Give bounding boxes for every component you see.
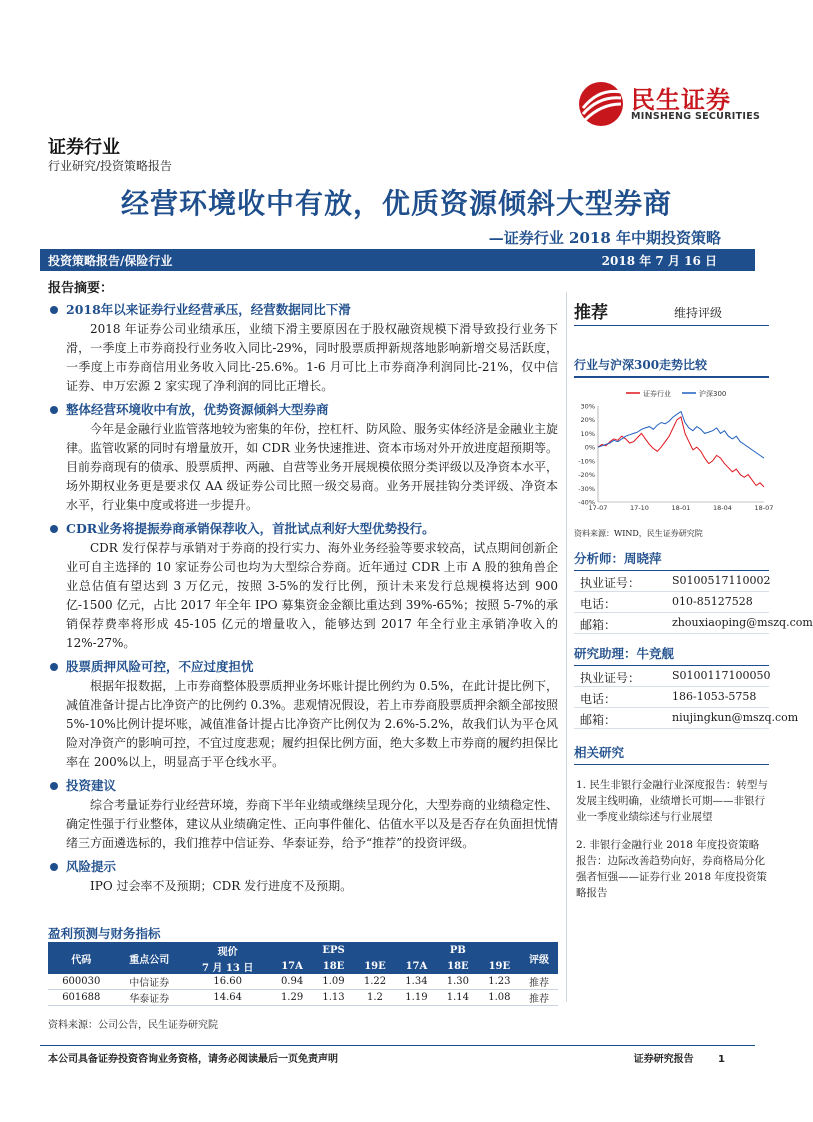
financials-heading: 盈利预测与财务指标 [48, 926, 161, 941]
company-logo [575, 78, 765, 130]
logo-name-en: MINSHENG SECURITIES [631, 111, 761, 122]
related-item[interactable]: 1. 民生非银行金融行业深度报告：转型与发展主线明确，业绩增长可期——非银行业一季度业绩综述与行业展望 [576, 779, 768, 823]
col-price: 现价 [184, 942, 271, 958]
footer-divider [40, 1045, 755, 1046]
page-title: 经营环境收中有放，优质资源倾斜大型券商 [120, 187, 672, 220]
col-eps: EPS [271, 942, 395, 958]
logo-name-cn: 民生证券 [631, 86, 731, 114]
bullet-icon [50, 863, 58, 871]
assistant-email[interactable]: 邮箱： niujingkun@mszq.com [574, 708, 769, 729]
x-tick-label: 17-07 [588, 504, 608, 512]
table-row: 601688 华泰证券 14.64 1.29 1.13 1.2 1.19 1.14 1.08 推荐 [48, 990, 558, 1006]
trend-chart [574, 384, 774, 518]
section-heading: 风险提示 [48, 857, 558, 877]
legend-label: 沪深300 [699, 390, 727, 398]
trend-chart-svg [574, 384, 774, 514]
section-text: 今年是金融行业监管落地较为密集的年份，控杠杆、防风险、服务实体经济是金融业主旋律。监管收紧的同时有增量放开，如 CDR 业务快速推进、资本市场对外开放进度超预期等。目前券商现有的债承、股票质押、两融、自营等业务开展规模依照分类评级以及净资本水平，场外期权业务更是要求仅 AA 级证券公司比照一级交易商。业务开展挂钩分类评级、净资本水平，行业集中度或将进一步提升。 [66, 422, 559, 512]
column-divider [566, 292, 567, 1002]
y-tick-label: -10% [578, 457, 595, 466]
bullet-icon [50, 406, 58, 414]
y-tick-label: -30% [578, 484, 595, 493]
bullet-icon [50, 525, 58, 533]
section-heading: CDR业务将提振券商承销保荐收入，首批试点利好大型优势投行。 [48, 519, 558, 539]
section-text: IPO 过会率不及预期；CDR 发行进度不及预期。 [90, 879, 353, 893]
y-tick-label: 20% [580, 416, 595, 425]
y-tick-label: 30% [580, 402, 595, 411]
bullet-icon [50, 663, 58, 671]
assistant-license: 执业证号： S0100117100050 [574, 666, 769, 687]
industry-label: 证券行业 [48, 137, 120, 158]
assistant-heading: 研究助理：牛竞舰 [574, 644, 769, 666]
page-subtitle: —证券行业 2018 年中期投资策略 [488, 229, 721, 247]
analyst-phone: 电话： 010-85127528 [574, 592, 769, 613]
section-heading: 2018年以来证券行业经营承压，经营数据同比下滑 [48, 300, 558, 320]
section-text: 根据年报数据，上市券商整体股票质押业务坏账计提比例约为 0.5%，在此计提比例下，减值准备计提占比净资产的比例约 0.3%。悲观情况假设，若上市券商股票质押余额全部按照 5%-10%比例计提坏账，减值准备计提占比净资产比例仅为 2.6%-5.2%，故我们认为平仓风险对净资产的影响可控，不宜过度悲观；履约担保比例方面，绝大多数上市券商的履约担保比率在 200%以上，明显高于平仓线水平。 [66, 679, 559, 769]
col-company: 重点公司 [115, 942, 184, 974]
report-date: 2018 年 7 月 16 日 [601, 254, 717, 268]
series-line [598, 417, 764, 487]
col-year: 18E [437, 958, 478, 974]
col-year: 18E [313, 958, 354, 974]
col-code: 代码 [48, 942, 115, 974]
col-year: 17A [271, 958, 312, 974]
x-tick-label: 17-10 [630, 504, 649, 512]
x-tick-label: 18-01 [671, 504, 691, 512]
financials-source: 资料来源：公司公告，民生证券研究院 [48, 1020, 218, 1031]
rating-box [574, 292, 769, 326]
header-bar [40, 249, 755, 271]
rating-main: 推荐 [574, 303, 608, 323]
section-text: CDR 发行保荐与承销对于券商的投行实力、海外业务经验等要求较高，试点期间创新企业可自主选择的 10 家证券公司也均为大型综合券商。近年通过 CDR 上市 A 股的独角兽企业总估值有望达到 3 万亿元，按照 3-5%的发行比例，预计未来发行总规模将达到 900 亿-1500 亿元，占比 2017 年全年 IPO 募集资金金额比重达到 39%-65%；按照 5-7%的承销保荐费率将形成 45-105 亿元的增量收入，能够达到 2017 年全行业主承销净收入的 12%-27%。 [66, 541, 558, 650]
col-price-date: 7 月 13 日 [184, 958, 271, 974]
rating-sub: 维持评级 [674, 306, 723, 320]
y-tick-label: -40% [578, 498, 595, 507]
summary-body [48, 300, 558, 900]
financials-table [48, 942, 558, 1006]
footer-page: 证券研究报告 1 [633, 1054, 725, 1065]
related-item[interactable]: 2. 非银行金融行业 2018 年度投资策略报告：边际改善趋势向好，券商格局分化强者恒强——证券行业 2018 年度投资策略报告 [576, 839, 767, 899]
analyst-email[interactable]: 邮箱： zhouxiaoping@mszq.com [574, 613, 769, 634]
table-row: 600030 中信证券 16.60 0.94 1.09 1.22 1.34 1.30 1.23 推荐 [48, 974, 558, 990]
x-tick-label: 18-07 [754, 504, 774, 512]
y-tick-label: 10% [580, 429, 595, 438]
summary-heading: 报告摘要： [48, 281, 114, 296]
related-heading: 相关研究 [574, 743, 769, 765]
x-tick-label: 18-04 [713, 504, 732, 512]
col-year: 19E [479, 958, 520, 974]
sidebar [574, 292, 813, 901]
bullet-icon [50, 782, 58, 790]
footer-disclaimer: 本公司具备证券投资咨询业务资格，请务必阅读最后一页免责声明 [48, 1054, 338, 1065]
legend-label: 证券行业 [643, 390, 671, 398]
assistant-phone: 电话： 186-1053-5758 [574, 687, 769, 708]
chart-title: 行业与沪深300走势比较 [574, 356, 769, 378]
col-year: 19E [354, 958, 395, 974]
y-tick-label: -20% [578, 471, 595, 480]
y-tick-label: 0% [584, 443, 595, 452]
bullet-icon [50, 306, 58, 314]
report-type: 行业研究/投资策略报告 [48, 159, 173, 173]
chart-source: 资料来源：WIND，民生证券研究院 [574, 529, 703, 538]
section-text: 2018 年证券公司业绩承压，业绩下滑主要原因在于股权融资规模下滑导致投行业务下滑，一季度上市券商投行业务收入同比-29%，同时股票质押新规落地影响新增交易活跃度，一季度上市券商信用业务收入同比-25.6%。1-6 月可比上市券商净利润同比-21%，仅中信证券、申万宏源 2 家实现了净利润的同比正增长。 [66, 322, 558, 393]
col-year: 17A [396, 958, 437, 974]
col-rating: 评级 [520, 942, 558, 974]
section-heading: 整体经营环境收中有放，优势资源倾斜大型券商 [48, 400, 558, 420]
section-text: 综合考量证券行业经营环境，券商下半年业绩或继续呈现分化，大型券商的业绩稳定性、确定性强于行业整体，建议从业绩确定性、正向事件催化、估值水平以及是否存在负面担忧情绪三方面遴选标的，我们推荐中信证券、华泰证券，给予“推荐”的投资评级。 [66, 798, 559, 850]
analyst-heading: 分析师：周晓萍 [574, 549, 769, 571]
report-category: 投资策略报告/保险行业 [48, 254, 173, 268]
logo-emblem-icon [575, 78, 627, 128]
analyst-license: 执业证号： S0100517110002 [574, 571, 769, 592]
col-pb: PB [396, 942, 520, 958]
section-heading: 投资建议 [48, 776, 558, 796]
section-heading: 股票质押风险可控，不应过度担忧 [48, 657, 558, 677]
